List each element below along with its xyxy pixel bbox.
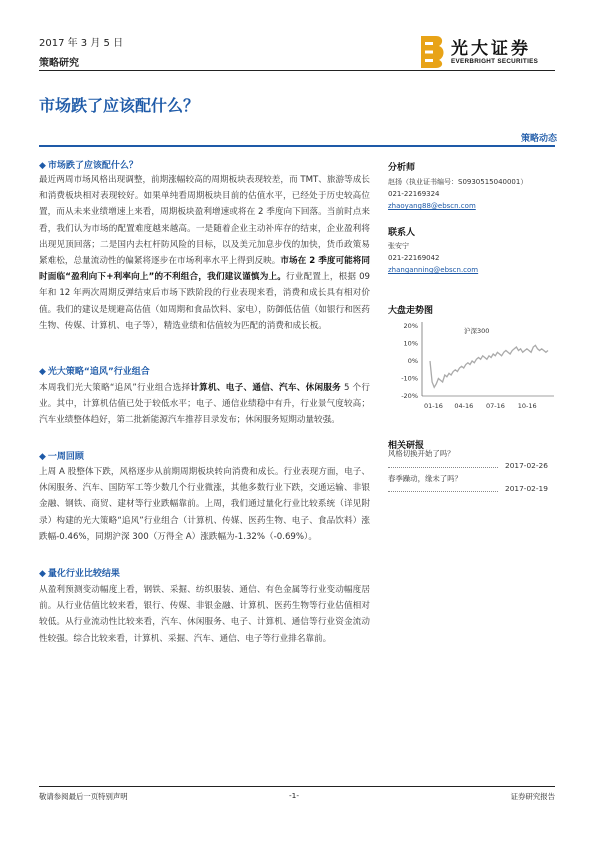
y-tick-label: 10% [403, 339, 418, 348]
section-body-4: 从盈利预测变动幅度上看，钢铁、采掘、纺织服装、通信、有色金属等行业变动幅度居前。从行业估值比较来看，银行、传媒、非银金融、计算机、医药生物等行业估值相对较低。从行业流动性比较来看，汽车、休闲服务、电子、计算机、通信等行业资金流动性较强。综合比较来看，计算机、采掘、汽车、通信、电子等行业排名靠前。 [39, 585, 370, 644]
y-tick-label: -20% [401, 392, 418, 400]
footer-report-type: 证券研究报告 [510, 792, 555, 801]
footer-rule [39, 786, 555, 787]
section-heading-1: ◆ 市场跌了应该配什么？ [39, 161, 138, 171]
chart-legend-label: 沪深300 [464, 327, 490, 335]
analyst-phone: 021-22169324 [388, 190, 440, 198]
x-tick-label: 04-16 [454, 402, 474, 410]
market-chart-heading: 大盘走势图 [388, 306, 434, 316]
company-logo [418, 32, 568, 74]
section-body-3: 上周 A 股整体下跌，风格逐步从前期周期板块转向消费和成长。行业表现方面，电子、休闲服务、汽车、国防军工等少数几个行业微涨，其他多数行业下跌，交通运输、非银金融、钢铁、商贸、建材等行业跌幅靠前。上周，我们通过量化行业比较系统（详见附录）构建的光大策略“追风”行业组合（计算机、传媒、医药生物、电子、食品饮料）涨跌幅-0.46%，同期沪深 300（万得全 A）涨跌幅为-1.32%（-0.69%）。 [39, 467, 370, 542]
diamond-bullet-icon: ◆ [39, 367, 46, 377]
diamond-bullet-icon: ◆ [39, 161, 46, 171]
analyst-name: 赵扬（执业证书编号：S0930515040001） [388, 178, 528, 186]
header-rule [39, 70, 555, 71]
page-number: -1- [289, 791, 300, 800]
report-date: 2017 年 3 月 5 日 [39, 38, 124, 49]
section-heading-3: ◆ 一周回顾 [39, 452, 84, 462]
section-body-2: 本周我们光大策略“追风”行业组合选择计算机、电子、通信、汽车、休闲服务 5 个行业。其中，计算机估值已处于较低水平；电子、通信业绩稳中有升，行业景气度较高；汽车业绩整体趋好，第二批新能源汽车推荐目录发布；休闲服务短期动量较强。 [39, 383, 370, 426]
analyst-email-link[interactable]: zhaoyang88@ebscn.com [388, 202, 476, 210]
market-trend-chart [388, 320, 558, 415]
y-tick-label: 20% [403, 322, 418, 330]
y-tick-label: 0% [407, 357, 418, 365]
related-item-date-2: 2017-02-19 [505, 484, 548, 493]
x-tick-label: 10-16 [517, 402, 537, 410]
contact-heading: 联系人 [388, 228, 416, 238]
x-tick-label: 07-16 [486, 402, 505, 410]
logo-chinese-name: 光大证券 [451, 39, 531, 59]
logo-english-name: EVERBRIGHT SECURITIES [451, 58, 539, 65]
contact-phone: 021-22169042 [388, 254, 440, 262]
series-line-hs300 [430, 345, 548, 387]
contact-name: 张安宁 [388, 242, 409, 250]
related-divider [388, 491, 498, 492]
report-tagline: 策略动态 [520, 134, 557, 144]
section-body-1: 最近两周市场风格出现调整，前期涨幅较高的周期板块表现较差，而 TMT、旅游等成长和消费板块相对表现较好。如果单纯看周期板块目前的估值水平，已经处于历史较高位置，而从未来业绩增速上来看，周期板块盈利增速或将在 2 季度向下回落。当前时点来看，我们认为市场的配置难度越来越高。一是随着企业主动补库存的结束，企业盈利将出现见顶回落；二是国内去杠杆防风险的目标，以及美元加息步伐的加快，货币政策易紧难松，总量流动性的偏紧将逐步在市场利率水平上得到反映。市场在 2 季度可能将同时面临“盈利向下+利率向上”的不利组合，我们建议谨慎为上。行业配置上，根据 09 年和 12 年两次周期反弹结束后市场下跌阶段的行业表现来看，消费和成长具有相对价值。我们的建议是规避高估值（如周期和食品饮料、家电），防御低估值（如银行和医药生物、传媒、计算机、电子等），精选业绩和估值较为匹配的消费和成长板。 [39, 175, 371, 331]
contact-email-link[interactable]: zhanganning@ebscn.com [388, 266, 479, 274]
y-tick-label: -10% [401, 374, 418, 383]
diamond-bullet-icon: ◆ [39, 452, 46, 462]
related-item-title-1[interactable]: 风格切换开始了吗？ [388, 449, 455, 458]
x-tick-label: 01-16 [424, 402, 443, 410]
section-heading-4: ◆ 量化行业比较结果 [39, 569, 120, 579]
section-heading-2: ◆ 光大策略“追风”行业组合 [39, 367, 150, 377]
everbright-logo-icon [418, 34, 446, 70]
related-item-title-2[interactable]: 春季躁动，缘未了吗？ [388, 474, 462, 483]
related-divider [388, 467, 498, 468]
footer-disclaimer: 敬请参阅最后一页特别声明 [39, 792, 128, 801]
report-title: 市场跌了应该配什么？ [39, 96, 200, 115]
report-category: 策略研究 [39, 58, 79, 69]
diamond-bullet-icon: ◆ [39, 569, 46, 579]
related-item-date-1: 2017-02-26 [505, 461, 548, 470]
related-research-heading: 相关研报 [388, 441, 425, 451]
title-rule [39, 145, 555, 147]
analyst-heading: 分析师 [388, 163, 416, 173]
